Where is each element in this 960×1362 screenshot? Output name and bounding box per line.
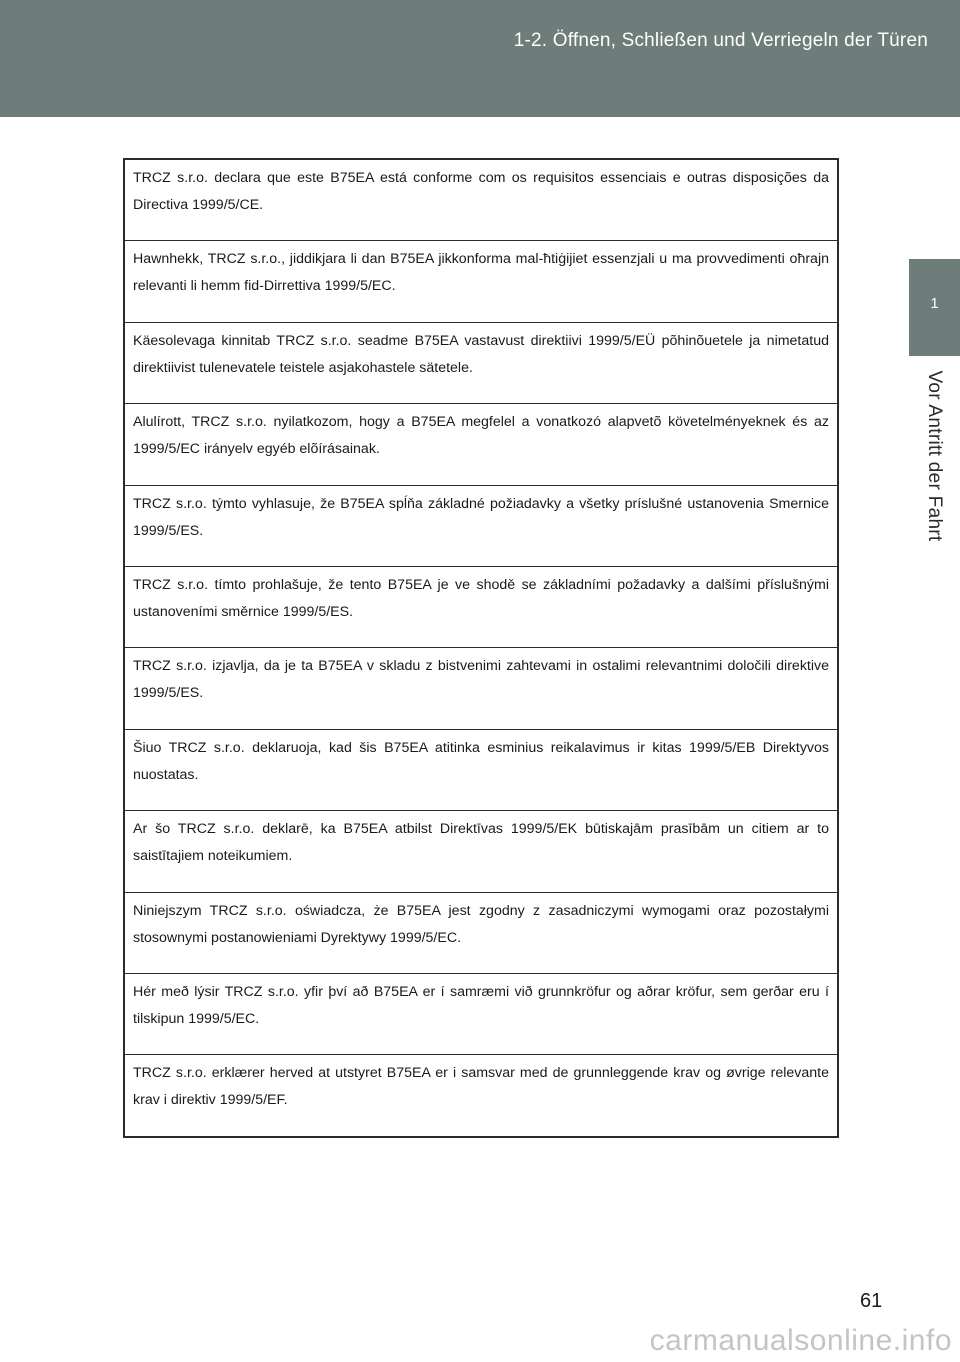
section-header-bar xyxy=(0,0,960,117)
declaration-row: TRCZ s.r.o. izjavlja, da je ta B75EA v skladu z bistvenimi zahtevami in ostalimi relevantnimi določili direktive 1999/5/ES. xyxy=(125,648,837,729)
declaration-row: Ar šo TRCZ s.r.o. deklarē, ka B75EA atbilst Direktīvas 1999/5/EK būtiskajām prasībām un citiem ar to saistītajiem noteikumiem. xyxy=(125,811,837,892)
chapter-tab xyxy=(909,259,960,356)
declaration-row: TRCZ s.r.o. týmto vyhlasuje, že B75EA spĺňa základné požiadavky a všetky príslušné ustanovenia Smernice 1999/5/ES. xyxy=(125,486,837,567)
declaration-row: Šiuo TRCZ s.r.o. deklaruoja, kad šis B75EA atitinka esminius reikalavimus ir kitas 1999/5/EB Direktyvos nuostatas. xyxy=(125,730,837,811)
declaration-row: Niniejszym TRCZ s.r.o. oświadcza, że B75EA jest zgodny z zasadniczymi wymogami oraz pozostałymi stosownymi postanowieniami Dyrektywy 1999/5/EC. xyxy=(125,893,837,974)
section-title: 1-2. Öffnen, Schließen und Verriegeln der Türen xyxy=(513,30,928,51)
declarations-table xyxy=(123,158,839,1138)
declaration-row: TRCZ s.r.o. declara que este B75EA está conforme com os requisitos essenciais e outras disposições da Directiva 1999/5/CE. xyxy=(125,160,837,241)
chapter-number: 1 xyxy=(930,295,939,312)
declaration-row: Käesolevaga kinnitab TRCZ s.r.o. seadme B75EA vastavust direktiivi 1999/5/EÜ põhinõuetele ja nimetatud direktiivist tulenevatele teistele asjakohastele sätetele. xyxy=(125,323,837,404)
declaration-row: Alulírott, TRCZ s.r.o. nyilatkozom, hogy a B75EA megfelel a vonatkozó alapvetõ követelményeknek és az 1999/5/EC irányelv egyéb elõírásainak. xyxy=(125,404,837,485)
page-number: 61 xyxy=(860,1290,883,1312)
declaration-row: Hawnhekk, TRCZ s.r.o., jiddikjara li dan B75EA jikkonforma mal-ħtiġijiet essenzjali u ma provvedimenti oħrajn relevanti li hemm fid-Dirrettiva 1999/5/EC. xyxy=(125,241,837,322)
watermark: carmanualsonline.info xyxy=(649,1324,952,1357)
declaration-row: TRCZ s.r.o. erklærer herved at utstyret B75EA er i samsvar med de grunnleggende krav og øvrige relevante krav i direktiv 1999/5/EF. xyxy=(133,1065,829,1109)
declaration-row: Hér með lýsir TRCZ s.r.o. yfir því að B75EA er í samræmi við grunnkröfur og aðrar kröfur, sem gerðar eru í tilskipun 1999/5/EC. xyxy=(125,974,837,1055)
declaration-row: TRCZ s.r.o. tímto prohlašuje, že tento B75EA je ve shodě se základními požadavky a dalšími příslušnými ustanoveními směrnice 1999/5/ES. xyxy=(125,567,837,648)
chapter-label: Vor Antritt der Fahrt xyxy=(924,370,945,542)
